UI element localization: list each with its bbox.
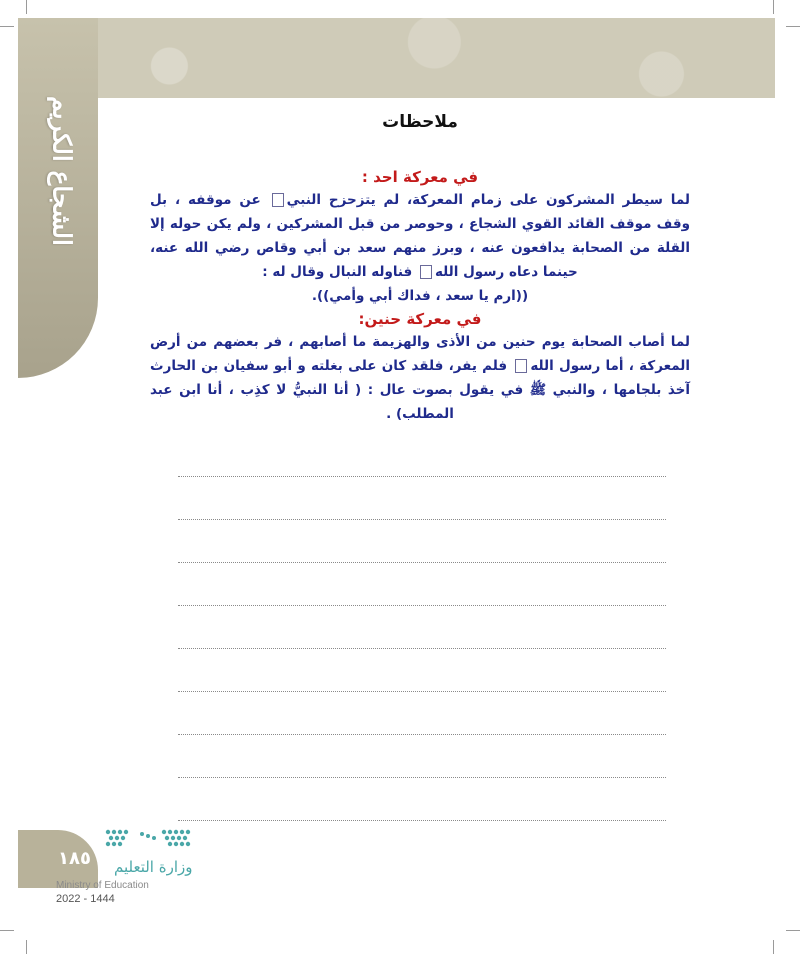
honorific-glyph-icon [515,359,527,373]
writing-line [178,692,666,735]
writing-line [178,464,666,477]
section-body-uhud: لما سيطر المشركون على زمام المعركة، لم يتزحزح النبي عن موقفه ، بل وقف موقف القائد القوي الشجاع ، وحوصر من قبل المشركين ، ولم يكن حوله إلا القلة من الصحابة يدافعون عنه ، وبرز منهم سعد بن أبي وقاص رضي الله عنه، حينما دعاه رسول الله فناوله النبال وقال له : ((ارم يا سعد ، فداك أبي وأمي)). [150,192,690,304]
writing-line [178,477,666,520]
writing-line [178,520,666,563]
ministry-name-en: Ministry of Education [56,880,149,891]
writing-line [178,778,666,821]
notes-content [150,112,690,426]
crop-mark [0,26,14,27]
crop-mark [773,940,774,954]
writing-lines [178,464,666,821]
crop-mark [0,930,14,931]
honorific-glyph-icon [420,265,432,279]
section-body-hunayn: لما أصاب الصحابة يوم حنين من الأذى والهزيمة ما أصابهم ، فر بعضهم من أرض المعركة ، أما رسول الله فلم يفر، فلقد كان على بغلته و أبو سفيان بن الحارث آخذ بلجامها ، والنبي ﷺ في يقول بصوت عال : ( أنا النبيُّ لا كذِب ، أنا ابن عبد المطلب) . [150,334,690,422]
writing-line [178,606,666,649]
page-number: ١٨٥ [58,848,91,869]
writing-line [178,735,666,778]
edition-year: 2022 - 1444 [56,893,115,905]
writing-line [178,563,666,606]
page-title: ملاحظات [382,112,458,132]
crop-mark [773,0,774,14]
side-title: الشجاع الكريم [47,96,77,246]
crop-mark [26,0,27,14]
section-title-hunayn: في معركة حنين: [358,310,482,328]
section-title-uhud: في معركة احد : [361,168,479,186]
crop-mark [786,930,800,931]
writing-line [178,649,666,692]
crop-mark [786,26,800,27]
crop-mark [26,940,27,954]
honorific-glyph-icon [272,193,284,207]
ministry-logo-icon [102,826,194,854]
header-band [18,18,775,98]
ministry-name-ar: وزارة التعليم [114,858,193,876]
